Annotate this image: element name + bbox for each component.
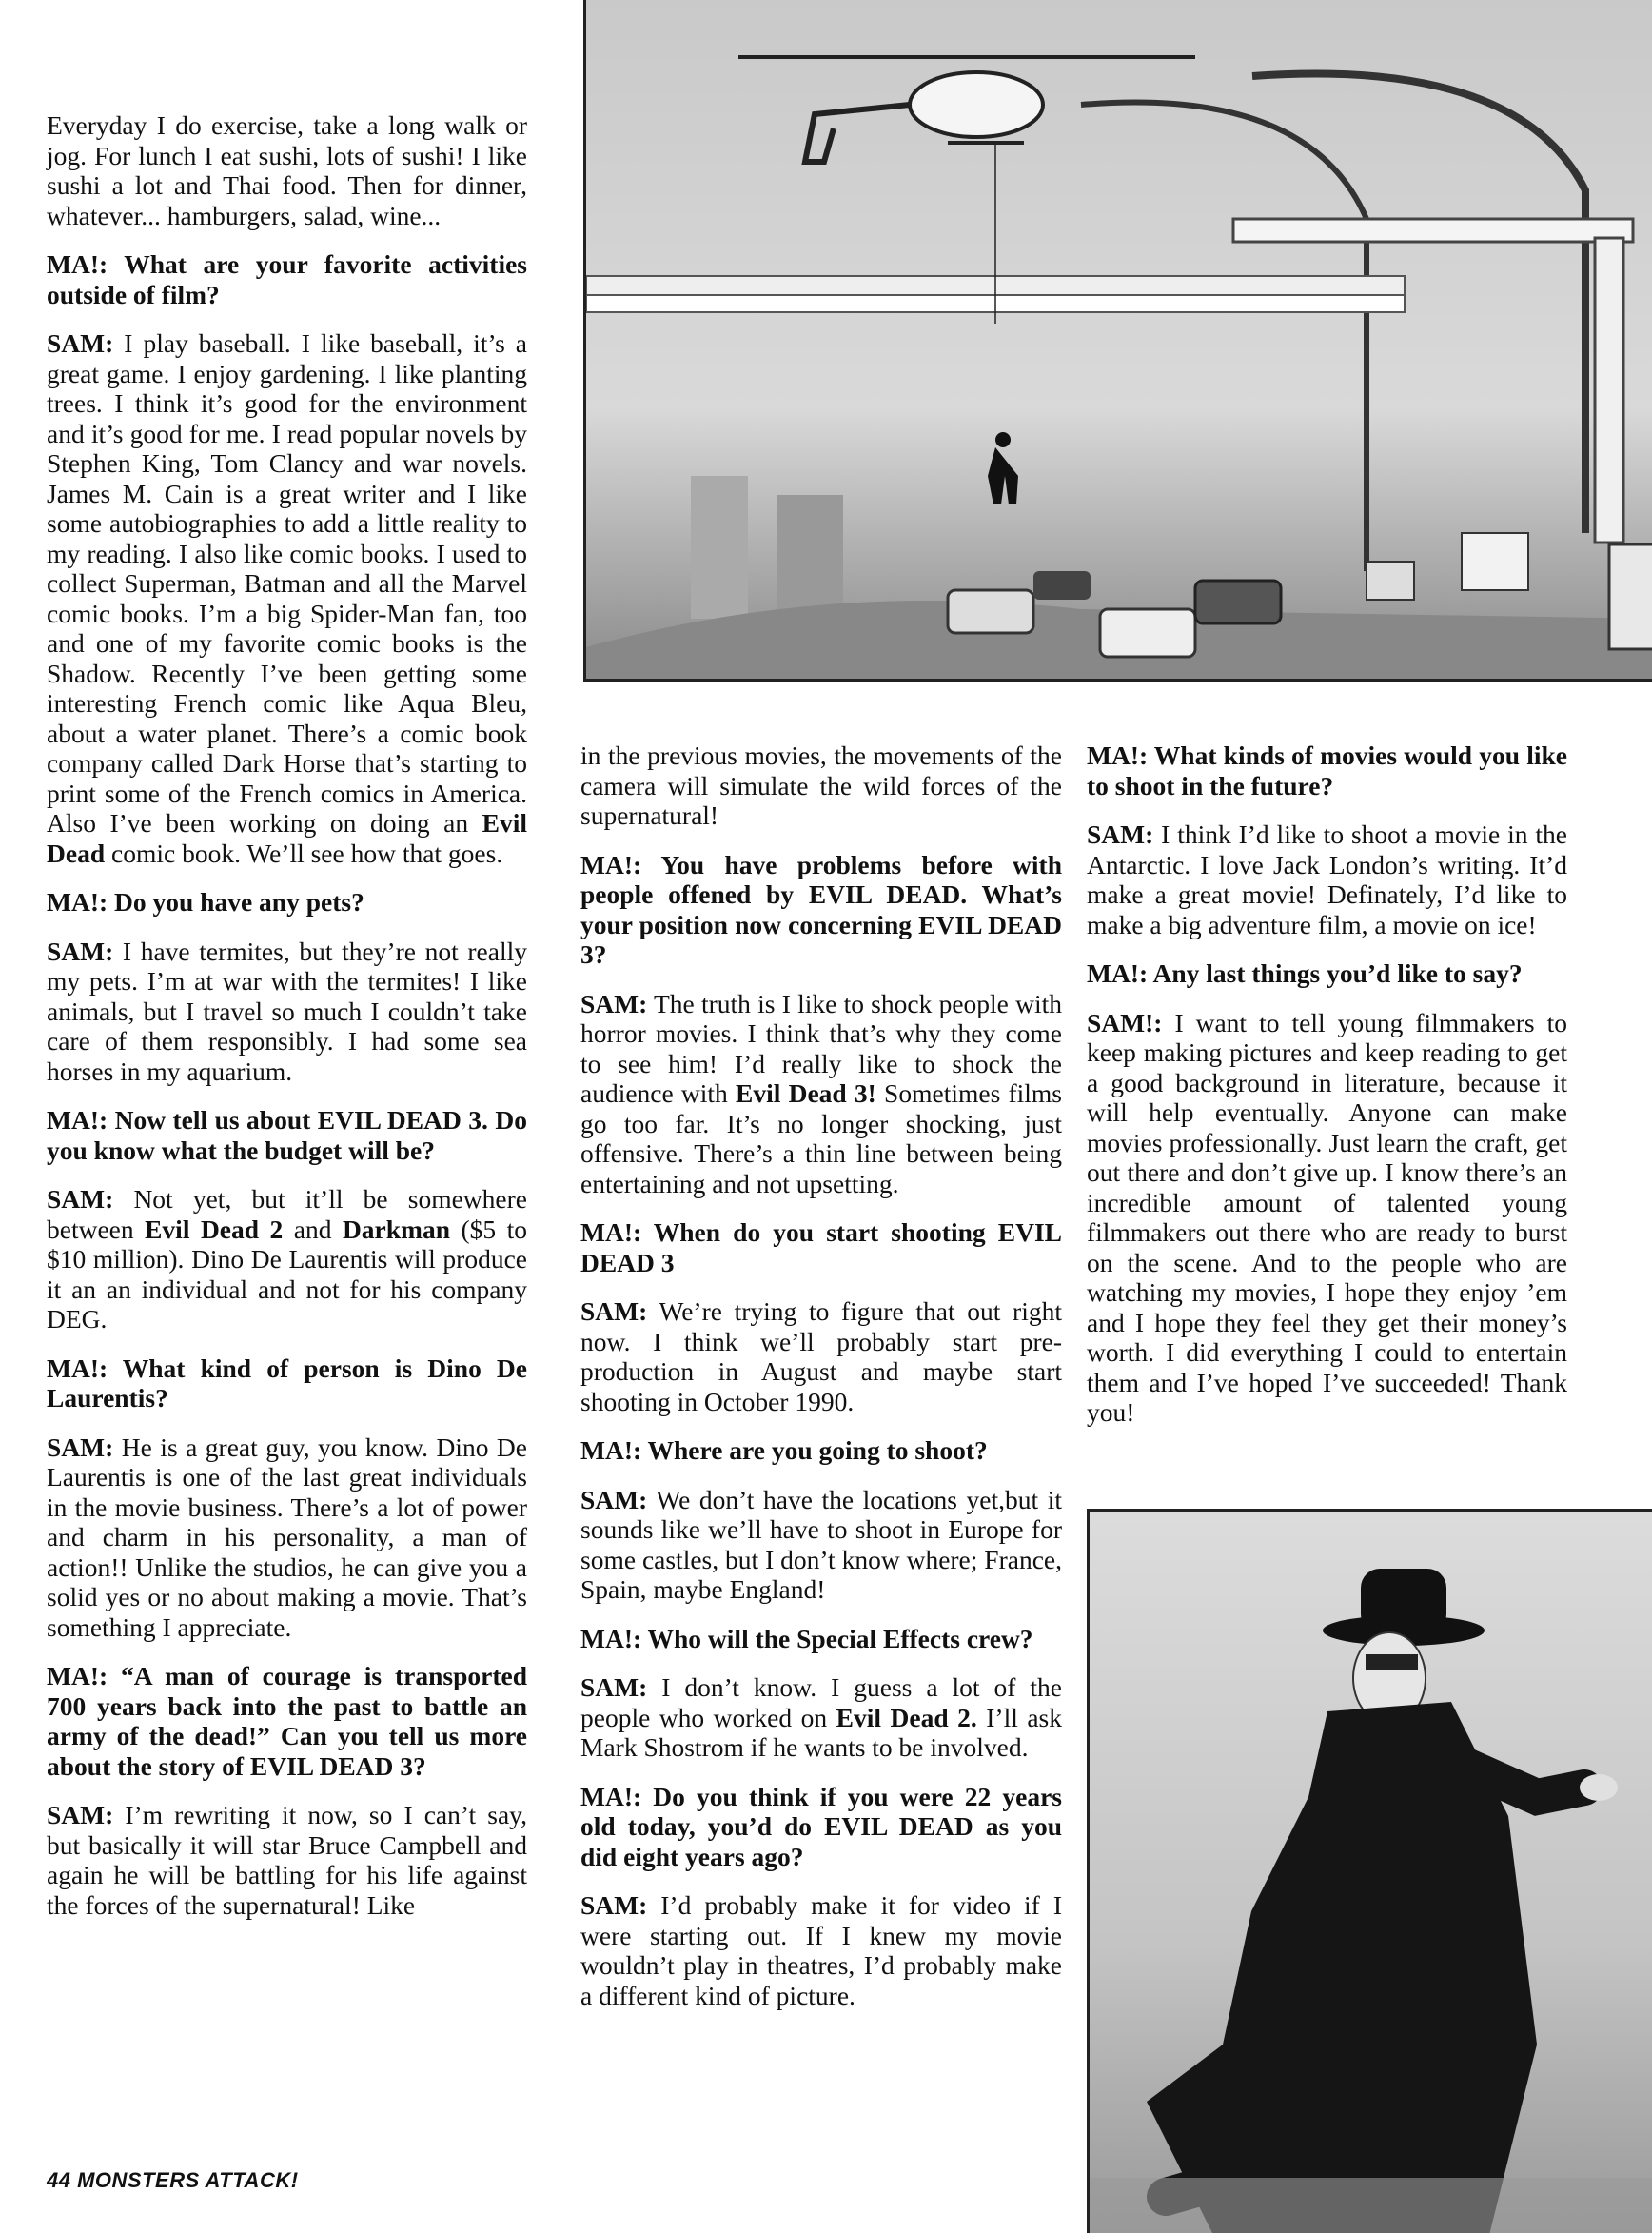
answer-text: I’m rewriting it now, so I can’t say, but basically it will star Bruce Campbell and again he will be battling for his life against the forces of the supernatural! Like (47, 1800, 527, 1920)
answer-text: comic book. We’ll see how that goes. (105, 838, 503, 868)
column-left (47, 110, 527, 1939)
question: MA!: Do you think if you were 22 years old today, you’d do EVIL DEAD as you did eight years ago? (580, 1781, 1062, 1871)
answer (580, 989, 1062, 1199)
answer (580, 1672, 1062, 1763)
speaker-label: SAM: (580, 988, 648, 1018)
answer (47, 1433, 527, 1643)
question: MA!: What kind of person is Dino De Laurentis? (47, 1353, 527, 1413)
answer-text: I don’t know. I guess a lot of the people who worked on (580, 1672, 1062, 1732)
man-in-coat-illustration (1090, 1512, 1652, 2233)
speaker-label: SAM: (580, 1890, 648, 1920)
speaker-label: SAM: (1087, 820, 1154, 849)
question: MA!: What are your favorite activities outside of film? (47, 249, 527, 309)
answer-text: I’ll ask Mark Shostrom if he wants to be involved. (580, 1702, 1062, 1762)
paragraph: Everyday I do exercise, take a long walk or jog. For lunch I eat sushi, lots of sushi! I like sushi a lot and Thai food. Then for dinner, whatever... hamburgers, salad, wine... (47, 110, 527, 230)
speaker-label: SAM: (47, 1184, 114, 1214)
title-reference: Evil Dead 2 (145, 1214, 284, 1244)
question: MA!: Who will the Special Effects crew? (580, 1623, 1033, 1653)
answer (580, 1485, 1062, 1605)
question: MA!: Any last things you’d like to say? (1087, 958, 1523, 988)
answer-text: We don’t have the locations yet,but it sounds like we’ll have to shoot in Europe for some castles, but I don’t know where; France, Spain, maybe England! (580, 1484, 1062, 1604)
page-footer: 44 MONSTERS ATTACK! (47, 2168, 299, 2192)
answer-text: We’re trying to figure that out right now. I think we’ll probably start pre-production in August and maybe start shooting in October 1990. (580, 1296, 1062, 1416)
helicopter-highway-photo (583, 0, 1652, 682)
answer-text: The truth is I like to shock people with horror movies. I think that’s why they come to see him! I’d really like to shock the audience with (580, 988, 1062, 1108)
answer (47, 937, 527, 1087)
speaker-label: SAM: (47, 328, 114, 358)
paragraph: in the previous movies, the movements of the camera will simulate the wild forces of the supernatural! (580, 741, 1062, 830)
answer-text: He is a great guy, you know. Dino De Laurentis is one of the last great individuals in the movie business. There’s a lot of power and charm in his personality, a man of action!! Unlike the studios, he can give you a solid yes or no about making a movie. That’s something I appreciate. (47, 1432, 527, 1642)
speaker-label: SAM!: (1087, 1007, 1163, 1037)
speaker-label: SAM: (580, 1672, 648, 1702)
title-reference: Evil Dead 3! (736, 1078, 876, 1108)
speaker-label: SAM: (580, 1484, 648, 1514)
answer (580, 1296, 1062, 1416)
title-reference: Evil Dead (47, 808, 527, 868)
answer-text: and (283, 1214, 343, 1244)
answer-text: I want to tell young filmmakers to keep making pictures and keep reading to get a good background in literature, because it will help eventually. Anyone can make movies professionally. Just learn the craft, get out there and don’t give up. I know there’s an incredible amount of talented young filmmakers out there who are ready to burst on the scene. And to the people who are watching my movies, I hope they enjoy ’em and I hope they feel they get their money’s worth. I did everything I could to entertain them and I’ve hoped I’ve succeeded! Thank you! (1087, 1007, 1567, 1427)
question: MA!: Where are you going to shoot? (580, 1435, 988, 1465)
question: MA!: Do you have any pets? (47, 887, 364, 917)
question: MA!: Now tell us about EVIL DEAD 3. Do you know what the budget will be? (47, 1105, 527, 1165)
column-right (1087, 741, 1567, 1447)
speaker-label: SAM: (580, 1296, 648, 1326)
answer (47, 1184, 527, 1334)
answer-text: I’d probably make it for video if I were starting out. If I knew my movie wouldn’t play in theatres, I’d probably make a different kind of picture. (580, 1890, 1062, 2010)
answer-text: I think I’d like to shoot a movie in the Antarctic. I love Jack London’s writing. It’d make a great movie! Definately, I’d like to make a big adventure film, a movie on ice! (1087, 820, 1567, 939)
question: MA!: “A man of courage is transported 700 years back into the past to battle an army of the dead!” Can you tell us more about the story of EVIL DEAD 3? (47, 1661, 527, 1781)
helicopter-highway-illustration (586, 0, 1652, 682)
question: MA!: What kinds of movies would you like to shoot in the future? (1087, 741, 1567, 800)
answer (47, 328, 527, 868)
speaker-label: SAM: (47, 1432, 114, 1462)
title-reference: Evil Dead 2. (836, 1702, 977, 1732)
answer-text: I play baseball. I like baseball, it’s a great game. I enjoy gardening. I like planting trees. I think it’s good for the environment and it’s good for me. I read popular novels by Stephen King, Tom Clancy and war novels. James M. Cain is a great writer and I like some autobiographies to add a little reality to my reading. I also like comic books. I used to collect Superman, Batman and all the Marvel comic books. I’m a big Spider-Man fan, too and one of my favorite comic books is the Shadow. Recently I’ve been getting some interesting French comic like Aqua Bleu, about a water planet. There’s a comic book company called Dark Horse that’s starting to print some of the French comics in America. Also I’ve been working on doing an (47, 328, 527, 838)
title-reference: Darkman (342, 1214, 450, 1244)
answer-text: ($5 to $10 million). Dino De Laurentis will produce it an an individual and not for his company DEG. (47, 1214, 527, 1334)
answer (580, 1890, 1062, 2010)
question: MA!: You have problems before with people offened by EVIL DEAD. What’s your position now concerning EVIL DEAD 3? (580, 849, 1062, 969)
speaker-label: SAM: (47, 936, 114, 966)
answer-text: Sometimes films go too far. It’s no longer shocking, just offensive. There’s a thin line between being entertaining and not upsetting. (580, 1078, 1063, 1198)
answer-text: I have termites, but they’re not really my pets. I’m at war with the termites! I like animals, but I travel so much I couldn’t take care of them responsibly. I had some sea horses in my aquarium. (47, 936, 527, 1086)
answer (1087, 820, 1567, 939)
answer (1087, 1008, 1567, 1428)
man-in-coat-photo (1087, 1509, 1652, 2233)
answer (47, 1800, 527, 1920)
answer-text: Not yet, but it’ll be somewhere between (47, 1184, 527, 1244)
column-middle (580, 741, 1062, 2029)
question: MA!: When do you start shooting EVIL DEAD 3 (580, 1217, 1062, 1277)
speaker-label: SAM: (47, 1800, 114, 1829)
